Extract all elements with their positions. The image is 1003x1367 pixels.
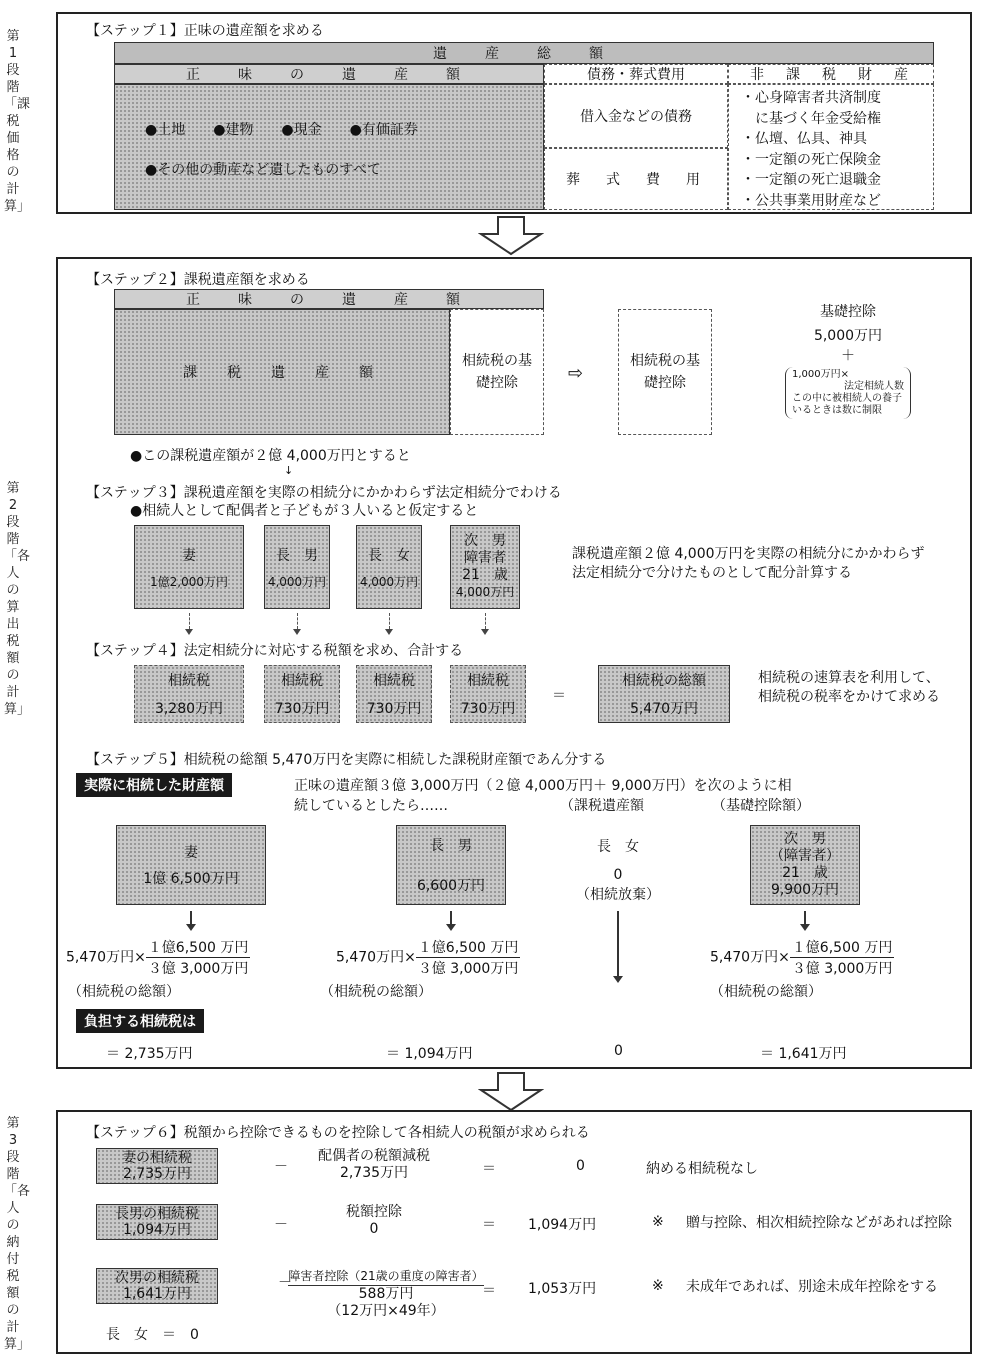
step2-net-header: 正 味 の 遺 産 額	[114, 289, 544, 309]
solid-arrow	[190, 911, 192, 925]
debt-item: 借入金などの債務	[544, 84, 728, 148]
down-arrow-icon	[478, 216, 544, 256]
step6-title: 【ステップ６】税額から控除できるものを控除して各相続人の税額が求められる	[86, 1125, 590, 1141]
tax-amount: 3,280万円	[154, 701, 224, 717]
heir-amount: 4,000万円	[267, 574, 327, 589]
tax-amount: 730万円	[274, 701, 330, 717]
actual-box-wife	[116, 825, 266, 905]
basic-deduction-amount: 5,000万円	[813, 328, 883, 344]
actual-inheritance-label: 実際に相続した財産額	[76, 773, 232, 797]
small-down-arrow-icon: ↓	[284, 464, 294, 477]
net-estate-header: 正 味 の 遺 産 額	[114, 64, 544, 84]
son2-tax-label: 次男の相続税	[115, 1270, 199, 1286]
stage1-label: 第1段階「課税価格の計算」	[4, 29, 31, 214]
stage3-panel	[56, 1110, 972, 1354]
stage2-panel	[56, 257, 972, 1069]
actual-box-son2	[750, 825, 860, 905]
disability-deduction: 障害者控除（21歳の重度の障害者） 588万円 （12万円×49年）	[288, 1269, 484, 1319]
total-note-son2: （相続税の総額）	[710, 984, 822, 1000]
total-tax-amount: 5,470万円	[629, 701, 699, 717]
basic-deduction-box: 相続税の基礎控除	[450, 309, 544, 435]
actual-amount: 0	[613, 867, 623, 883]
heir-box-son1	[264, 525, 330, 609]
wife-note: 納める相続税なし	[646, 1161, 758, 1177]
burden-label: 負担する相続税は	[76, 1009, 204, 1033]
heir-age: 21 歳	[462, 567, 508, 583]
tax-box-son1	[264, 665, 340, 723]
equals-sign: ＝	[552, 688, 566, 704]
basic-deduction-formula	[758, 301, 938, 419]
actual-box-son1	[396, 825, 506, 905]
son2-tax-amount: 1,641万円	[122, 1286, 192, 1302]
tax-box-daughter	[356, 665, 432, 723]
legal-heirs-label: 法定相続人数	[844, 381, 904, 392]
step5-desc-line1: 正味の遺産額３億 3,000万円（２億 4,000万円＋ 9,000万円）を次のように相	[294, 778, 792, 794]
arrow-right-icon: ⇨	[568, 363, 584, 384]
step1-title: 【ステップ１】正味の遺産額を求める	[86, 23, 324, 39]
equals-sign: ＝	[482, 1161, 496, 1177]
actual-daughter	[558, 837, 678, 905]
formula-son1: 5,470万円× $\frac{\text{１億6,500 万円}}{\text{３億 3,000万円}}$	[336, 937, 520, 978]
son1-tax-amount: 1,094万円	[122, 1222, 192, 1238]
actual-amount: 9,900万円	[770, 882, 840, 898]
per-heir-amount: 1,000万円×	[792, 369, 850, 380]
exempt-item: ・公共事業用財産など	[741, 192, 881, 209]
step3-explanation: 課税遺産額２億 4,000万円を実際の相続分にかかわらず法定相続分で分けたものとして配分計算する	[572, 546, 925, 581]
son1-tax-label: 長男の相続税	[115, 1206, 199, 1222]
solid-arrow	[617, 911, 619, 977]
dashed-arrow	[297, 613, 298, 629]
heir-disability: 障害者	[464, 550, 506, 566]
stage3-label: 第3段階「各人の納付税額の計算」	[4, 1116, 31, 1352]
son1-tax-box	[96, 1204, 218, 1240]
tax-label: 相続税	[168, 673, 210, 689]
heir-name: 長 女	[368, 547, 410, 564]
result-son2: ＝ 1,641万円	[760, 1046, 847, 1062]
step1-panel	[56, 12, 972, 214]
tax-label: 相続税	[373, 673, 415, 689]
tax-box-wife	[134, 665, 244, 723]
heir-box-son2	[450, 525, 520, 609]
exempt-item: ・一定額の死亡保険金	[741, 151, 881, 168]
taxable-estate-note: （課税遺産額	[560, 798, 644, 814]
dashed-arrow	[389, 613, 390, 629]
solid-arrow	[450, 911, 452, 925]
minus-sign: －	[274, 1217, 288, 1233]
exempt-item: ・一定額の死亡退職金	[741, 172, 881, 188]
wife-tax-label: 妻の相続税	[122, 1150, 192, 1166]
formula-son2: 5,470万円× $\frac{\text{１億6,500 万円}}{\text{３億 3,000万円}}$	[710, 937, 894, 978]
minus-sign: －	[274, 1159, 288, 1175]
son2-final-tax: 1,053万円	[528, 1281, 597, 1297]
exempt-header: 非 課 税 財 産	[728, 64, 934, 84]
heir-box-wife	[134, 525, 244, 609]
total-tax-label: 相続税の総額	[622, 673, 706, 689]
debt-header: 債務・葬式費用	[544, 64, 728, 84]
tax-amount: 730万円	[460, 701, 516, 717]
result-daughter: 0	[614, 1043, 623, 1059]
exempt-item: に基づく年金受給権	[741, 110, 881, 127]
note-mark: ※	[652, 1214, 664, 1230]
step4-explanation: 相続税の速算表を利用して、相続税の税率をかけて求める	[758, 670, 940, 705]
plus-sign: ＋	[841, 348, 855, 364]
step5-desc-line2: 続しているとしたら……	[294, 798, 448, 814]
son2-note: 未成年であれば、別途未成年控除をする	[686, 1279, 938, 1295]
son1-final-tax: 1,094万円	[528, 1217, 597, 1233]
total-tax-box	[598, 665, 730, 723]
stage2-label: 第2段階「各人の算出税額の計算」	[4, 481, 31, 717]
tax-box-son2	[450, 665, 526, 723]
tax-label: 相続税	[281, 673, 323, 689]
daughter-tax: 長 女 ＝ 0	[106, 1327, 199, 1343]
wife-final-tax: 0	[576, 1158, 585, 1174]
actual-name: 次 男	[784, 831, 826, 847]
assets-line1: ●土地 ●建物 ●現金 ●有価証券	[145, 122, 418, 138]
actual-amount: 6,600万円	[416, 878, 486, 894]
heir-box-daughter	[356, 525, 422, 609]
net-estate-assets	[114, 84, 544, 210]
exempt-list	[728, 84, 934, 210]
step4-title: 【ステップ４】法定相続分に対応する税額を求め、合計する	[86, 643, 464, 659]
taxable-estate-label: 課 税 遺 産 額	[183, 365, 381, 381]
tax-credit: 税額控除 0	[346, 1204, 402, 1237]
wife-tax-box	[96, 1148, 218, 1184]
basic-deduction-note: （基礎控除額）	[712, 798, 810, 814]
assets-line2: ●その他の動産など遺したものすべて	[145, 162, 381, 178]
step2-assumption: ●この課税遺産額が２億 4,000万円とすると	[130, 448, 411, 464]
tax-amount: 730万円	[366, 701, 422, 717]
total-note-son1: （相続税の総額）	[320, 984, 432, 1000]
actual-name: 長 女	[597, 839, 639, 855]
actual-disability: （障害者）	[770, 848, 840, 864]
taxable-estate-block	[114, 309, 450, 435]
son2-tax-box	[96, 1268, 218, 1304]
formula-wife: 5,470万円× $\frac{\text{１億6,500 万円}}{\text{３億 3,000万円}}$	[66, 937, 250, 978]
heir-name: 次 男	[464, 533, 506, 549]
dashed-arrow	[485, 613, 486, 629]
basic-deduction-title: 基礎控除	[820, 304, 876, 320]
tax-label: 相続税	[467, 673, 509, 689]
solid-arrow	[804, 911, 806, 925]
adoption-note: この中に被相続人の養子いるときは数に制限	[792, 393, 902, 416]
step3-assumption: ●相続人として配偶者と子どもが３人いると仮定すると	[130, 503, 479, 519]
equals-sign: ＝	[482, 1283, 496, 1299]
result-wife: ＝ 2,735万円	[106, 1046, 193, 1062]
step5-title: 【ステップ５】相続税の総額 5,470万円を実際に相続した課税財産額であん分する	[86, 752, 607, 768]
note-mark: ※	[652, 1278, 664, 1294]
actual-amount: 1億 6,500万円	[143, 871, 239, 887]
funeral-item: 葬 式 費 用	[544, 148, 728, 210]
actual-name: 妻	[184, 845, 198, 861]
dashed-arrow	[189, 613, 190, 629]
down-arrow-icon	[478, 1072, 544, 1112]
heir-name: 妻	[182, 547, 196, 564]
step2-title: 【ステップ２】課税遺産額を求める	[86, 272, 310, 288]
actual-age: 21 歳	[782, 865, 828, 881]
total-note-wife: （相続税の総額）	[68, 984, 180, 1000]
exempt-item: ・心身障害者共済制度	[741, 90, 881, 106]
step3-title: 【ステップ３】課税遺産額を実際の相続分にかかわらず法定相続分でわける	[86, 485, 562, 501]
heir-amount: 1億2,000万円	[150, 574, 228, 589]
heir-amount: 4,000万円	[359, 574, 419, 589]
equals-sign: ＝	[482, 1217, 496, 1233]
exempt-item: ・仏壇、仏具、神具	[741, 131, 867, 147]
wife-tax-amount: 2,735万円	[122, 1166, 192, 1182]
actual-name: 長 男	[430, 838, 472, 854]
heir-amount: 4,000万円	[455, 585, 515, 599]
heir-name: 長 男	[276, 547, 318, 564]
son1-note: 贈与控除、相次相続控除などがあれば控除	[686, 1215, 952, 1231]
basic-deduction-box-2: 相続税の基礎控除	[618, 309, 712, 435]
estate-total-header: 遺 産 総 額	[114, 42, 934, 64]
spouse-deduction: 配偶者の税額減税 2,735万円	[318, 1148, 430, 1181]
result-son1: ＝ 1,094万円	[386, 1046, 473, 1062]
minus-sign: －	[278, 1275, 292, 1291]
renunciation-note: （相続放棄）	[576, 887, 660, 903]
